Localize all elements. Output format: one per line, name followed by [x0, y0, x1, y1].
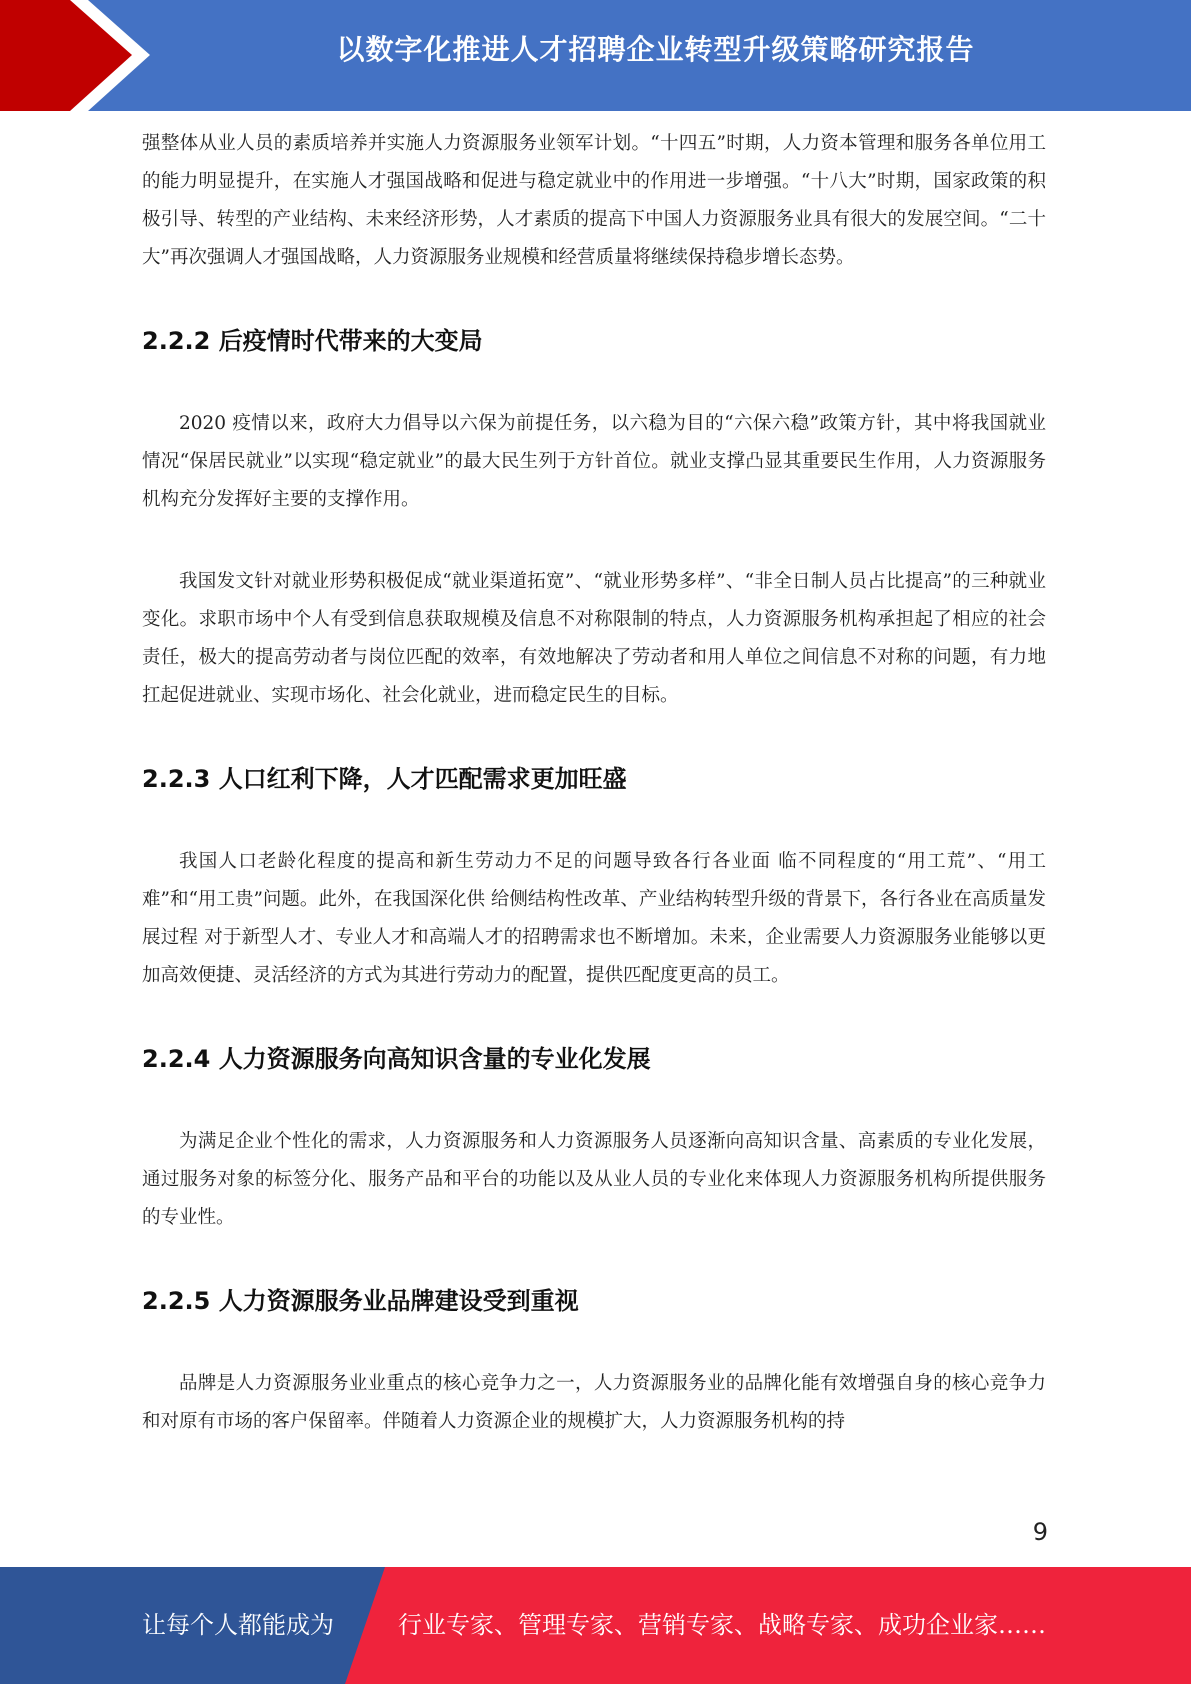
- paragraph: 我国发文针对就业形势积极促成“就业渠道拓宽”、“就业形势多样”、“非全日制人员占比提高”的三种就业变化。求职市场中个人有受到信息获取规模及信息不对称限制的特点，人力资源服务机构承担起了相应的社会责任，极大的提高劳动者与岗位匹配的效率，有效地解决了劳动者和用人单位之间信息不对称的问题，有力地扛起促进就业、实现市场化、社会化就业，进而稳定民生的目标。: [142, 571, 1046, 706]
- footer-slogan-right: 行业专家、管理专家、营销专家、战略专家、成功企业家……: [398, 1611, 1046, 1639]
- paragraph: 品牌是人力资源服务业业重点的核心竞争力之一，人力资源服务业的品牌化能有效增强自身的核心竞争力和对原有市场的客户保留率。伴随着人力资源企业的规模扩大，人力资源服务机构的持: [142, 1373, 1046, 1432]
- header-bar: [0, 0, 1191, 111]
- footer-banner: [0, 1567, 1191, 1684]
- section-heading: 2.2.4 人力资源服务向高知识含量的专业化发展: [142, 1045, 651, 1073]
- header-arrow-decoration: [0, 0, 160, 111]
- paragraph: 我国人口老龄化程度的提高和新生劳动力不足的问题导致各行各业面 临不同程度的“用工荒”、“用工难”和“用工贵”问题。此外，在我国深化供 给侧结构性改革、产业结构转型升级的背景下，各行各业在高质量发展过程 对于新型人才、专业人才和高端人才的招聘需求也不断增加。未来，企业需要人力资源服务业能够以更加高效便捷、灵活经济的方式为其进行劳动力的配置，提供匹配度更高的员工。: [142, 851, 1046, 986]
- footer-slogan-left: 让每个人都能成为: [142, 1611, 334, 1639]
- paragraph: 强整体从业人员的素质培养并实施人力资源服务业领军计划。“十四五”时期，人力资本管理和服务各单位用工的能力明显提升，在实施人才强国战略和促进与稳定就业中的作用进一步增强。“十八大”时期，国家政策的积极引导、转型的产业结构、未来经济形势，人才素质的提高下中国人力资源服务业具有很大的发展空间。“二十大”再次强调人才强国战略，人力资源服务业规模和经营质量将继续保持稳步增长态势。: [142, 133, 1046, 268]
- section-heading: 2.2.3 人口红利下降，人才匹配需求更加旺盛: [142, 765, 627, 793]
- page-content: [142, 125, 1046, 1441]
- paragraph: 为满足企业个性化的需求，人力资源服务和人力资源服务人员逐渐向高知识含量、高素质的专业化发展，通过服务对象的标签分化、服务产品和平台的功能以及从业人员的专业化来体现人力资源服务机构所提供服务的专业性。: [142, 1131, 1046, 1228]
- section-heading: 2.2.2 后疫情时代带来的大变局: [142, 327, 483, 355]
- page-number: 9: [1032, 1518, 1048, 1546]
- paragraph: 2020 疫情以来，政府大力倡导以六保为前提任务，以六稳为目的“六保六稳”政策方针，其中将我国就业情况“保居民就业”以实现“稳定就业”的最大民生列于方针首位。就业支撑凸显其重要民生作用，人力资源服务机构充分发挥好主要的支撑作用。: [142, 413, 1046, 510]
- section-heading: 2.2.5 人力资源服务业品牌建设受到重视: [142, 1287, 579, 1315]
- report-title: 以数字化推进人才招聘企业转型升级策略研究报告: [336, 33, 975, 66]
